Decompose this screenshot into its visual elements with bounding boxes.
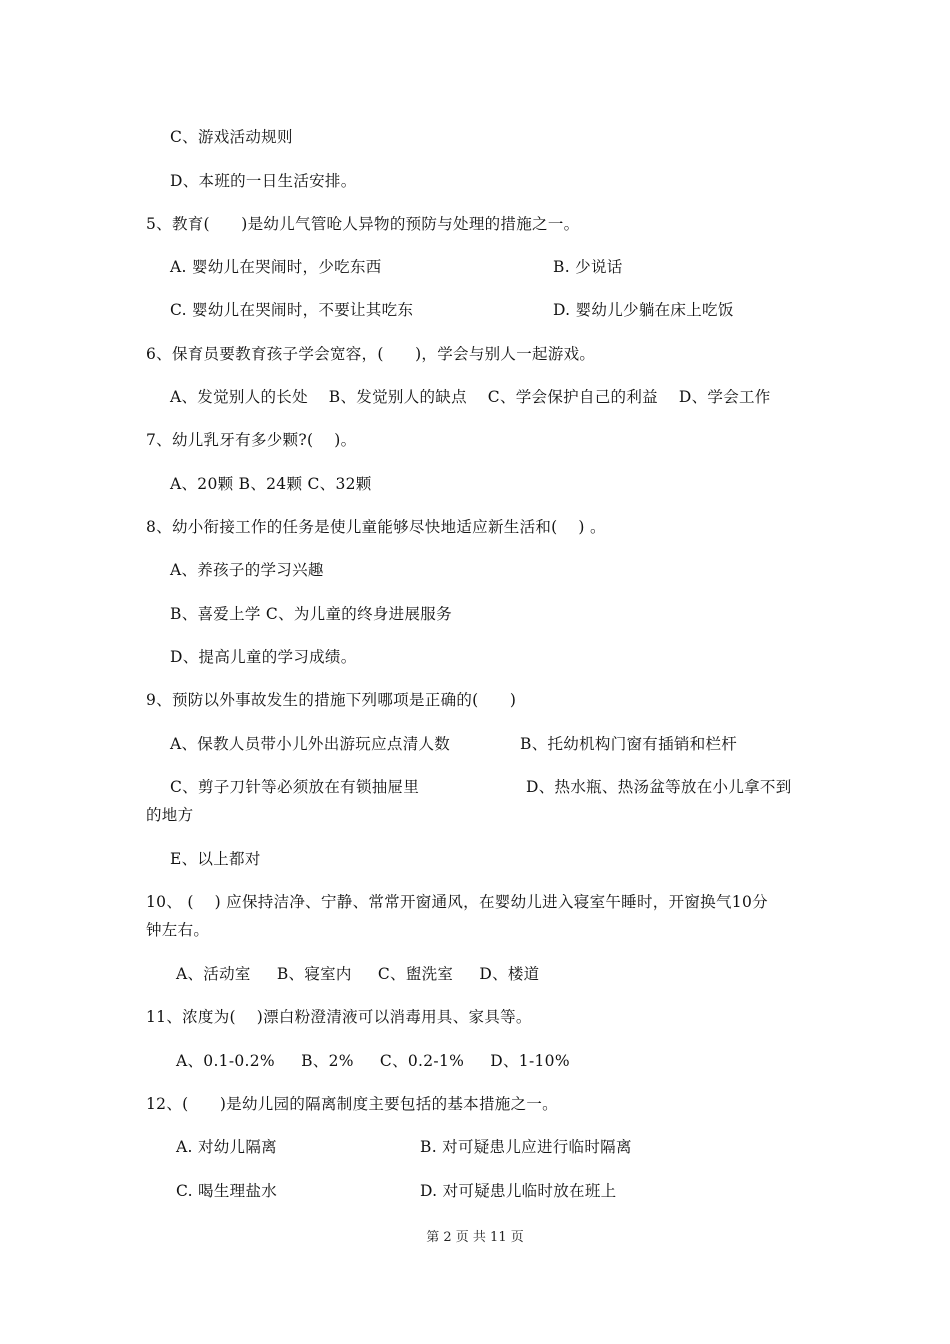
question-9: 9、预防以外事故发生的措施下列哪项是正确的( ) — [146, 691, 517, 709]
q9-option-b: B、托幼机构门窗有插销和栏杆 — [520, 735, 738, 753]
q9-option-a: A、保教人员带小儿外出游玩应点清人数 — [170, 735, 451, 753]
q10-options: A、活动室 B、寝室内 C、盥洗室 D、楼道 — [176, 965, 540, 983]
question-7: 7、幼儿乳牙有多少颗?( )。 — [146, 431, 357, 449]
q5-option-c: C. 婴幼儿在哭闹时，不要让其吃东 — [170, 301, 414, 319]
page-number-footer: 第 2 页 共 11 页 — [426, 1230, 524, 1245]
q11-options: A、0.1-0.2% B、2% C、0.2-1% D、1-10% — [176, 1052, 570, 1070]
q9-option-e: E、以上都对 — [170, 850, 261, 868]
q5-option-b: B. 少说话 — [553, 258, 623, 276]
q12-option-d: D. 对可疑患儿临时放在班上 — [420, 1182, 617, 1200]
q4-option-c: C、游戏活动规则 — [170, 128, 293, 146]
q4-option-d: D、本班的一日生活安排。 — [170, 172, 357, 190]
question-12: 12、( )是幼儿园的隔离制度主要包括的基本措施之一。 — [146, 1095, 558, 1113]
q8-option-bc: B、喜爱上学 C、为儿童的终身进展服务 — [170, 605, 452, 623]
q12-option-a: A. 对幼儿隔离 — [176, 1138, 277, 1156]
q8-option-d: D、提高儿童的学习成绩。 — [170, 648, 357, 666]
q9-option-c: C、剪子刀针等必须放在有锁抽屉里 — [170, 778, 420, 796]
question-11: 11、浓度为( )漂白粉澄清液可以消毒用具、家具等。 — [146, 1008, 532, 1026]
q9-option-d-cont: 的地方 — [146, 806, 194, 824]
question-6: 6、保育员要教育孩子学会宽容，( )，学会与别人一起游戏。 — [146, 345, 596, 363]
question-5: 5、教育( )是幼儿气管呛人异物的预防与处理的措施之一。 — [146, 215, 580, 233]
question-10-cont: 钟左右。 — [146, 921, 210, 939]
q12-option-c: C. 喝生理盐水 — [176, 1182, 278, 1200]
q6-options: A、发觉别人的长处 B、发觉别人的缺点 C、学会保护自己的利益 D、学会工作 — [170, 388, 771, 406]
q12-option-b: B. 对可疑患儿应进行临时隔离 — [420, 1138, 632, 1156]
q5-option-d: D. 婴幼儿少躺在床上吃饭 — [553, 301, 734, 319]
question-8: 8、幼小衔接工作的任务是使儿童能够尽快地适应新生活和( ) 。 — [146, 518, 606, 536]
q5-option-a: A. 婴幼儿在哭闹时，少吃东西 — [170, 258, 382, 276]
q7-options: A、20颗 B、24颗 C、32颗 — [170, 475, 372, 493]
q9-option-d: D、热水瓶、热汤盆等放在小儿拿不到 — [526, 778, 792, 796]
question-10: 10、 ( ) 应保持洁净、宁静、常常开窗通风，在婴幼儿进入寝室午睡时，开窗换气10分 — [146, 893, 768, 911]
q8-option-a: A、养孩子的学习兴趣 — [170, 561, 324, 579]
